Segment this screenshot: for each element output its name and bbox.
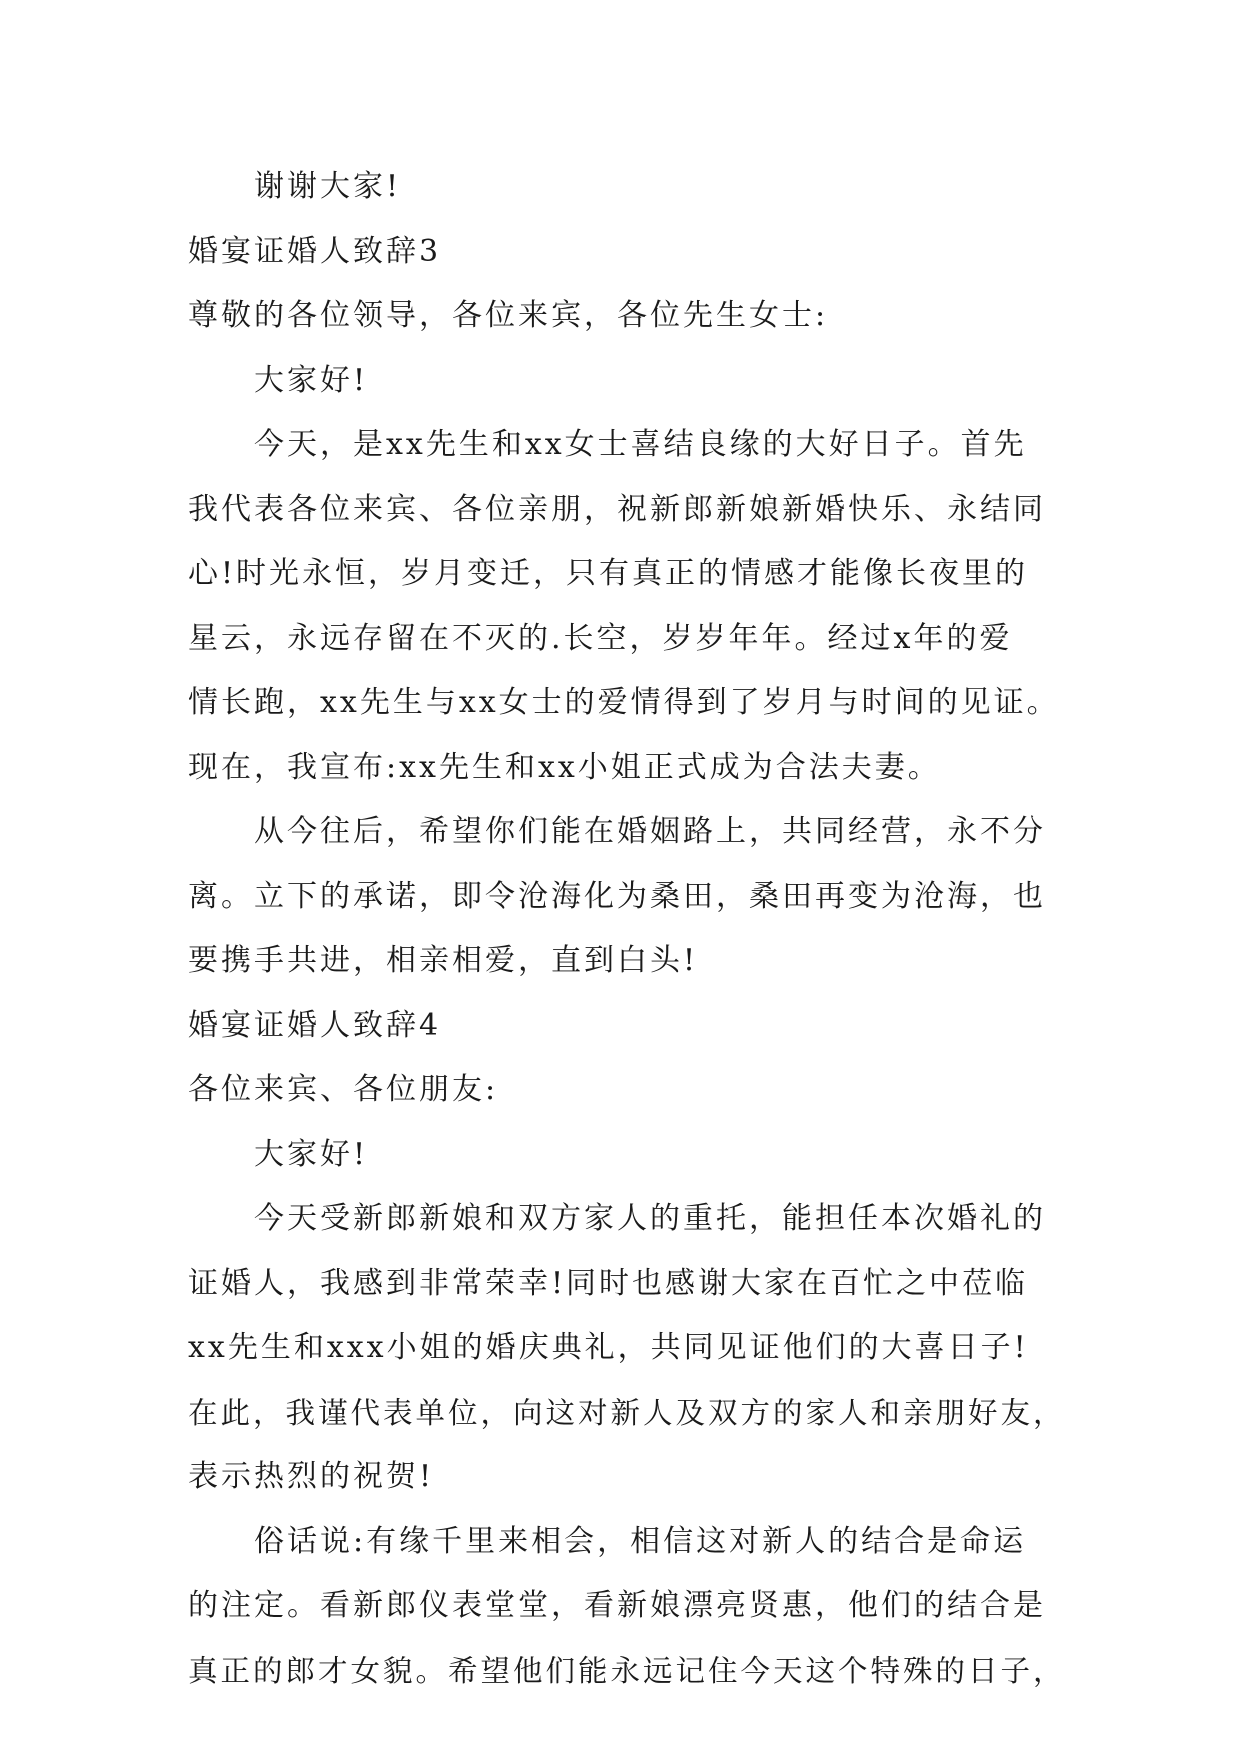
paragraph-line: 我代表各位来宾、各位亲朋，祝新郎新娘新婚快乐、永结同 <box>188 491 1046 527</box>
paragraph-line: 俗话说:有缘千里来相会，相信这对新人的结合是命运 <box>254 1523 1027 1559</box>
paragraph-line: 要携手共进，相亲相爱，直到白头! <box>188 943 699 978</box>
paragraph-line: 谢谢大家! <box>254 169 402 204</box>
paragraph-line: 的注定。看新郎仪表堂堂，看新娘漂亮贤惠，他们的结合是 <box>188 1588 1046 1623</box>
paragraph-line: 离。立下的承诺，即令沧海化为桑田，桑田再变为沧海，也 <box>188 878 1046 914</box>
salutation-line: 尊敬的各位领导，各位来宾，各位先生女士: <box>188 298 829 333</box>
paragraph-line: 在此，我谨代表单位，向这对新人及双方的家人和亲朋好友， <box>188 1395 1066 1430</box>
paragraph-line: 情长跑，xx先生与xx女士的爱情得到了岁月与时间的见证。 <box>188 685 1060 720</box>
paragraph-line: 证婚人，我感到非常荣幸!同时也感谢大家在百忙之中莅临 <box>188 1265 1029 1301</box>
paragraph-line: 表示热烈的祝贺! <box>188 1459 435 1494</box>
salutation-line: 各位来宾、各位朋友: <box>188 1072 499 1107</box>
paragraph-line: 今天受新郎新娘和双方家人的重托，能担任本次婚礼的 <box>254 1201 1046 1236</box>
section-heading: 婚宴证婚人致辞4 <box>188 1007 442 1043</box>
document-body <box>188 155 1068 1703</box>
greeting-line: 大家好! <box>254 362 369 398</box>
paragraph-line: 心!时光永恒，岁月变迁，只有真正的情感才能像长夜里的 <box>188 556 1029 591</box>
paragraph-line: 星云，永远存留在不灭的.长空，岁岁年年。经过x年的爱 <box>188 620 1013 656</box>
greeting-line: 大家好! <box>254 1136 369 1172</box>
section-heading: 婚宴证婚人致辞3 <box>188 233 442 269</box>
paragraph-line: 真正的郎才女貌。希望他们能永远记住今天这个特殊的日子， <box>188 1653 1066 1688</box>
paragraph-line: 今天，是xx先生和xx女士喜结良缘的大好日子。首先 <box>254 427 1027 462</box>
paragraph-line: 从今往后，希望你们能在婚姻路上，共同经营，永不分 <box>254 814 1046 849</box>
paragraph-line: xx先生和xxx小姐的婚庆典礼，共同见证他们的大喜日子! <box>188 1330 1029 1365</box>
paragraph-line: 现在，我宣布:xx先生和xx小姐正式成为合法夫妻。 <box>188 749 941 785</box>
